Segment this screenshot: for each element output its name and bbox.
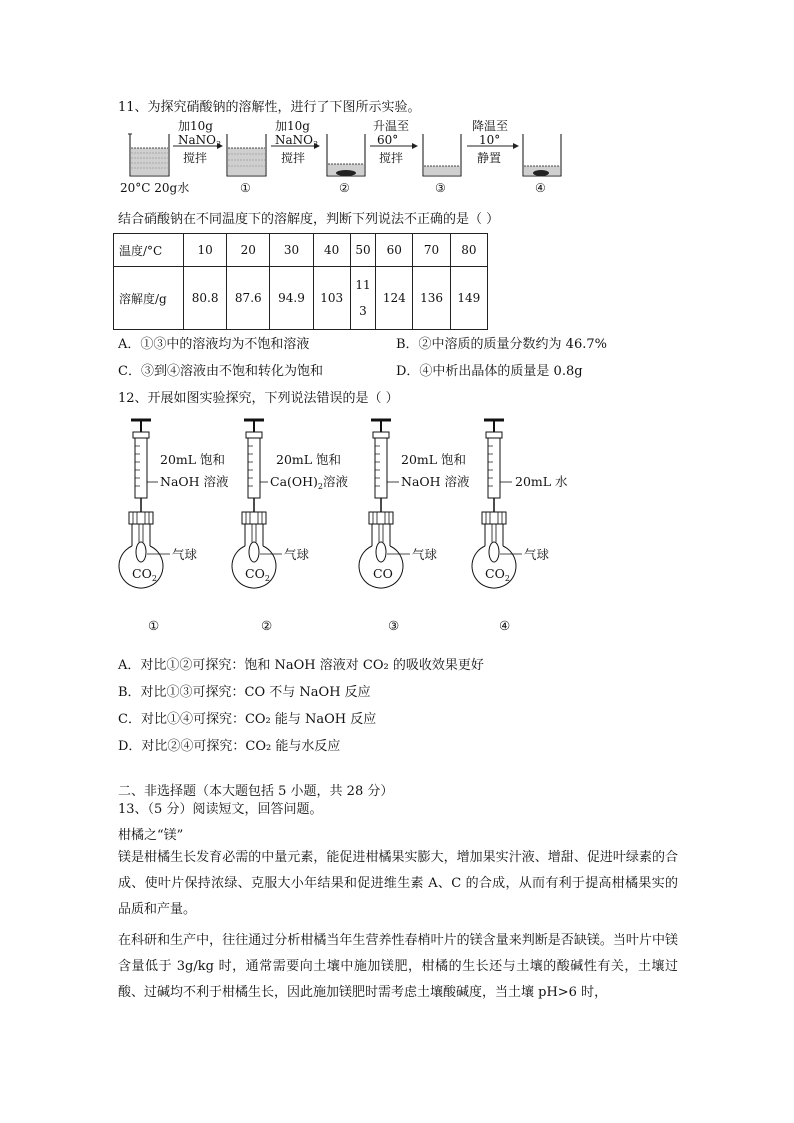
- table-cell: 87.6: [227, 267, 270, 330]
- step3-line2: 60°: [377, 133, 399, 147]
- step4-line3: 静置: [477, 151, 502, 165]
- table-cell: 40: [313, 234, 350, 267]
- table-cell: 80.8: [184, 267, 227, 330]
- setup-number-1: ①: [148, 618, 160, 633]
- step2-line3: 搅拌: [281, 151, 306, 165]
- apparatus-3: [359, 420, 403, 588]
- apparatus-4: [472, 420, 516, 588]
- q11-stem: 11、为探究硝酸钠的溶解性，进行了下图所示实验。: [118, 100, 421, 115]
- step4-line2: 10°: [479, 133, 501, 147]
- beaker-2: [327, 134, 365, 176]
- article-paragraph-2: 在科研和生产中，往往通过分析柑橘当年生营养性春梢叶片的镁含量来判断是否缺镁。当叶片中镁含量低于 3g/kg 时，通常需要向土壤中施加镁肥，柑橘的生长还与土壤的酸碱性有关，土壤过酸、过碱均不利于柑橘生长，因此施加镁肥时需考虑土壤酸碱度，当土壤 pH>6 时，: [118, 933, 678, 1000]
- apparatus-1: [119, 420, 163, 588]
- table-cell: 60: [376, 234, 413, 267]
- syringe-label-2-line1: 20mL 饱和: [276, 452, 342, 467]
- syringe-label-2-line2: $Ca(OH)_2$溶液: [270, 474, 349, 491]
- q11-option-d[interactable]: D．④中析出晶体的质量是 0.8g: [396, 364, 583, 379]
- beaker-start-label: 20°C 20g水: [120, 181, 190, 195]
- q11-option-c[interactable]: C．③到④溶液由不饱和转化为饱和: [118, 364, 323, 379]
- q11-option-a[interactable]: A．①③中的溶液均为不饱和溶液: [118, 337, 310, 352]
- gas-label-4: $CO_2$: [485, 566, 510, 583]
- gas-label-3: CO: [373, 566, 393, 581]
- syringe-label-1-line1: 20mL 饱和: [160, 452, 226, 467]
- step2-line1: 加10g: [275, 119, 310, 133]
- table-cell: 136: [413, 267, 450, 330]
- step3-line3: 搅拌: [379, 151, 404, 165]
- balloon-label-1: 气球: [172, 547, 198, 562]
- step4-line1: 降温至: [472, 119, 509, 133]
- syringe-label-4-line1: 20mL 水: [515, 474, 568, 489]
- table-cell: 80: [450, 234, 487, 267]
- table-cell: 10: [184, 234, 227, 267]
- table-head-temp: 温度/°C: [114, 234, 184, 267]
- beaker-label-2: ②: [339, 181, 350, 195]
- balloon-label-3: 气球: [412, 547, 438, 562]
- syringe-label-1-line2: NaOH 溶液: [160, 474, 229, 489]
- balloon-label-4: 气球: [524, 547, 550, 562]
- gas-label-1: $CO_2$: [132, 566, 157, 583]
- table-cell: 94.9: [270, 267, 313, 330]
- table-cell: 11 3: [350, 267, 375, 330]
- q13-stem: 13、（5 分）阅读短文，回答问题。: [118, 802, 323, 817]
- syringe-label-3-line2: NaOH 溶液: [401, 474, 470, 489]
- step1-line1: 加10g: [178, 119, 213, 133]
- beaker-label-3: ③: [435, 181, 446, 195]
- beaker-label-1: ①: [240, 181, 251, 195]
- step1-line2: NaNO$_3$: [178, 133, 222, 149]
- setup-number-2: ②: [261, 618, 273, 633]
- table-cell: 20: [227, 234, 270, 267]
- step1-line3: 搅拌: [183, 151, 208, 165]
- q11-option-b[interactable]: B．②中溶质的质量分数约为 46.7%: [396, 337, 607, 352]
- q11-diagram: [115, 118, 575, 198]
- table-cell: 50: [350, 234, 375, 267]
- setup-number-3: ③: [388, 618, 400, 633]
- step3-line1: 升温至: [373, 119, 410, 133]
- syringe-label-3-line1: 20mL 饱和: [401, 452, 467, 467]
- table-head-solubility: 溶解度/g: [114, 267, 184, 330]
- beaker-4: [523, 134, 561, 176]
- q12-option-c[interactable]: C．对比①④可探究：CO₂ 能与 NaOH 反应: [118, 712, 377, 727]
- setup-number-4: ④: [499, 618, 511, 633]
- article-title: 柑橘之“镁”: [118, 828, 184, 843]
- q12-stem: 12、开展如图实验探究，下列说法错误的是（ ）: [118, 391, 399, 406]
- q12-option-b[interactable]: B．对比①③可探究：CO 不与 NaOH 反应: [118, 685, 371, 700]
- step2-line2: NaNO$_3$: [275, 133, 319, 149]
- apparatus-2: [232, 420, 276, 588]
- section-heading: 二、非选择题（本大题包括 5 小题，共 28 分）: [118, 784, 394, 799]
- q12-option-a[interactable]: A．对比①②可探究：饱和 NaOH 溶液对 CO₂ 的吸收效果更好: [118, 658, 484, 673]
- q12-diagram: [118, 412, 588, 642]
- beaker-1: [227, 134, 266, 176]
- table-cell: 70: [413, 234, 450, 267]
- table-cell: 103: [313, 267, 350, 330]
- table-cell: 30: [270, 234, 313, 267]
- beaker-start: [128, 134, 169, 176]
- beaker-label-4: ④: [535, 181, 546, 195]
- article-paragraph-1: 镁是柑橘生长发育必需的中量元素，能促进柑橘果实膨大，增加果实汁液、增甜、促进叶绿素的合成、使叶片保持浓绿、克服大小年结果和促进维生素 A、C 的合成，从而有利于提高柑橘果实的品质和产量。: [118, 850, 678, 917]
- solubility-table: [113, 233, 488, 330]
- table-cell: 124: [376, 267, 413, 330]
- balloon-label-2: 气球: [284, 547, 310, 562]
- beaker-3: [423, 134, 461, 176]
- q11-prompt: 结合硝酸钠在不同温度下的溶解度，判断下列说法不正确的是（ ）: [118, 212, 500, 227]
- q12-option-d[interactable]: D．对比②④可探究：CO₂ 能与水反应: [118, 739, 341, 754]
- table-row-temperature: [114, 234, 488, 267]
- table-row-solubility: [114, 267, 488, 330]
- gas-label-2: $CO_2$: [245, 566, 270, 583]
- table-cell: 149: [450, 267, 487, 330]
